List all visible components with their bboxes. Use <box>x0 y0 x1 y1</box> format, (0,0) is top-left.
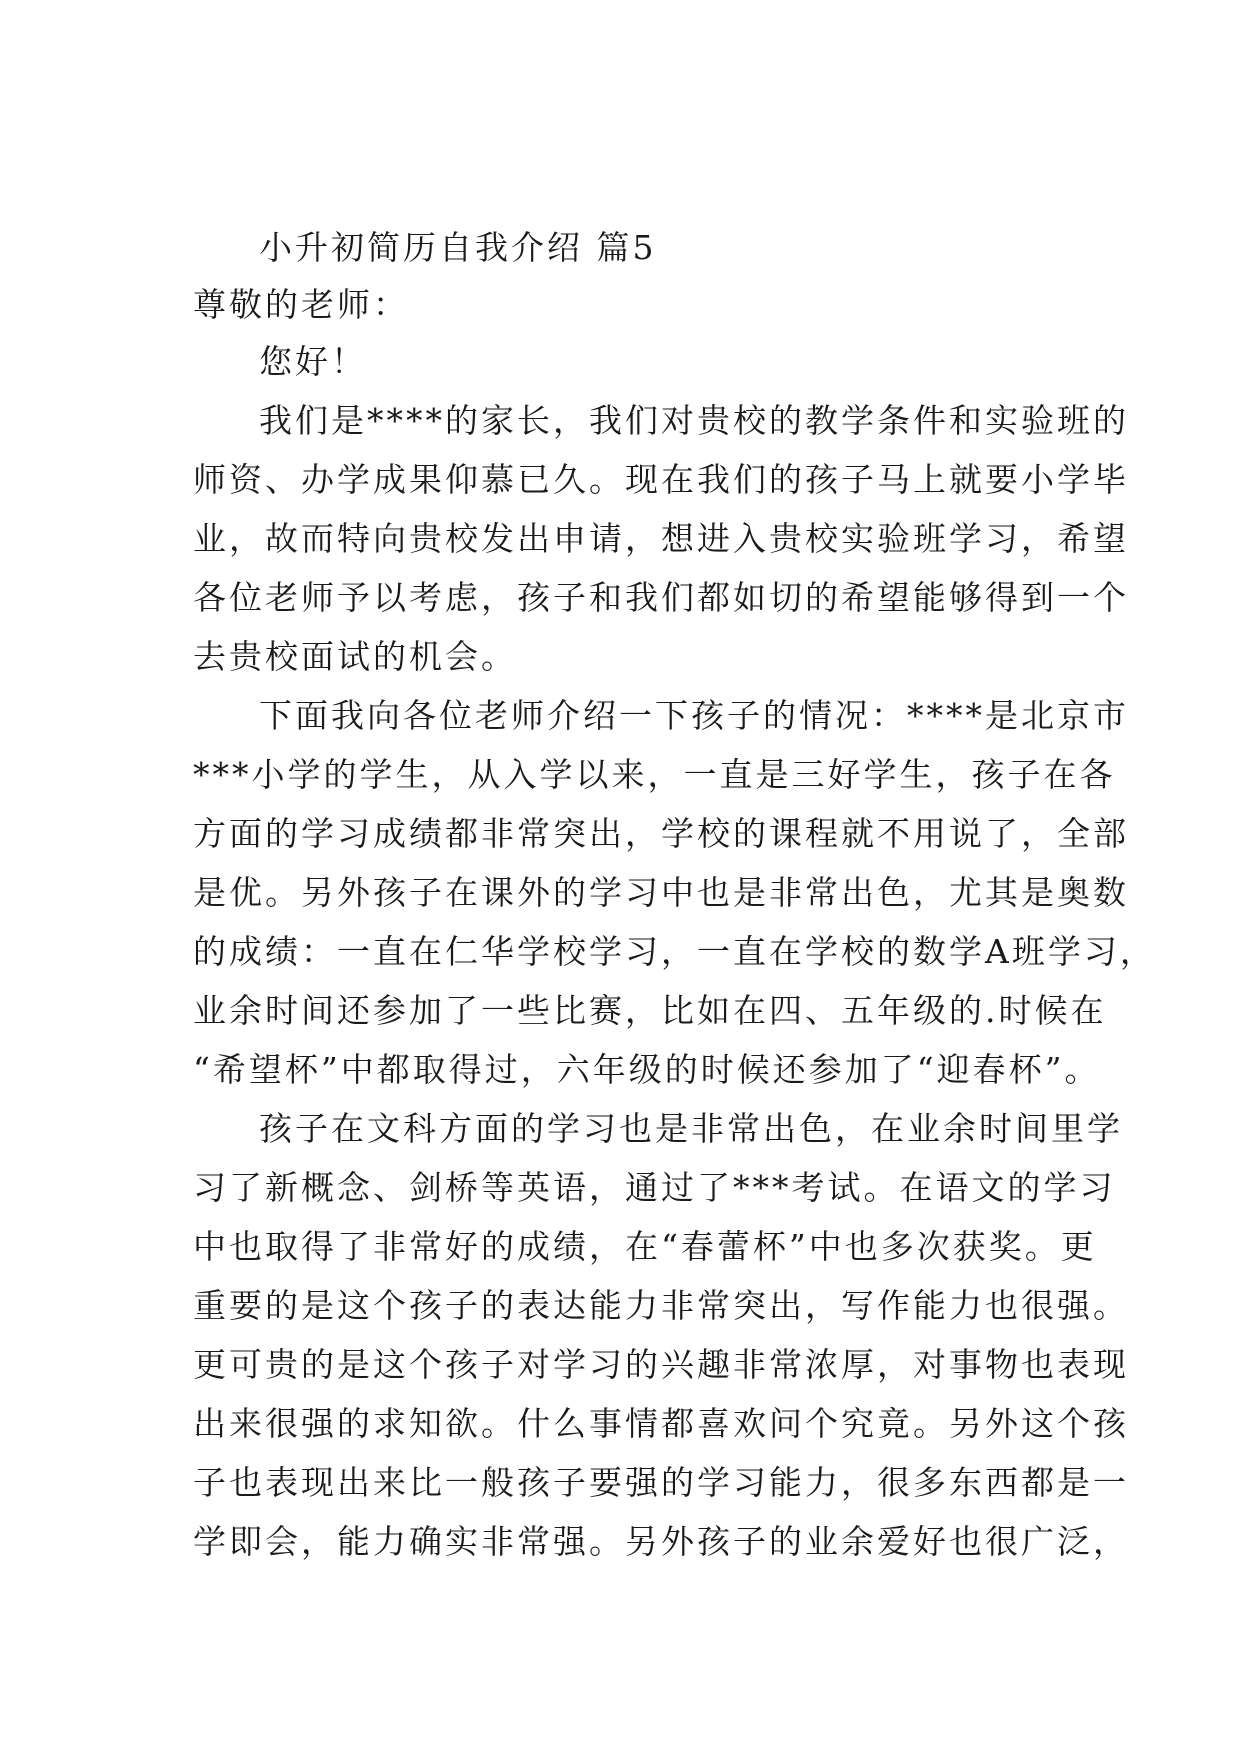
body-line: 子也表现出来比一般孩子要强的学习能力，很多东西都是一 <box>193 1463 1129 1502</box>
body-line: 去贵校面试的机会。 <box>193 637 517 676</box>
body-line: “希望杯”中都取得过，六年级的时候还参加了“迎春杯”。 <box>193 1050 1101 1089</box>
body-line: 各位老师予以考虑，孩子和我们都如切的希望能够得到一个 <box>193 578 1129 617</box>
body-line: 更可贵的是这个孩子对学习的兴趣非常浓厚，对事物也表现 <box>193 1345 1129 1384</box>
body-line: 下面我向各位老师介绍一下孩子的情况：****是北京市 <box>259 696 1129 735</box>
body-line: ***小学的学生，从入学以来，一直是三好学生，孩子在各 <box>193 755 1116 794</box>
body-line: 孩子在文科方面的学习也是非常出色，在业余时间里学 <box>259 1109 1123 1148</box>
body-line: 的成绩：一直在仁华学校学习，一直在学校的数学A班学习， <box>193 932 1156 971</box>
body-line: 重要的是这个孩子的表达能力非常突出，写作能力也很强。 <box>193 1286 1129 1325</box>
body-line: 业余时间还参加了一些比赛，比如在四、五年级的.时候在 <box>193 991 1107 1030</box>
body-line: 业，故而特向贵校发出申请，想进入贵校实验班学习，希望 <box>193 519 1129 558</box>
salutation: 尊敬的老师： <box>193 285 409 324</box>
body-line: 中也取得了非常好的成绩，在“春蕾杯”中也多次获奖。更 <box>193 1227 1097 1266</box>
body-line: 方面的学习成绩都非常突出，学校的课程就不用说了，全部 <box>193 814 1129 853</box>
document-title: 小升初简历自我介绍 篇5 <box>259 228 657 267</box>
body-line: 师资、办学成果仰慕已久。现在我们的孩子马上就要小学毕 <box>193 460 1129 499</box>
body-line: 学即会，能力确实非常强。另外孩子的业余爱好也很广泛， <box>193 1522 1129 1561</box>
body-line: 习了新概念、剑桥等英语，通过了***考试。在语文的学习 <box>193 1168 1116 1207</box>
body-line: 是优。另外孩子在课外的学习中也是非常出色，尤其是奥数 <box>193 873 1129 912</box>
greeting: 您好！ <box>259 342 367 381</box>
body-line: 我们是****的家长，我们对贵校的教学条件和实验班的 <box>259 401 1129 440</box>
body-line: 出来很强的求知欲。什么事情都喜欢问个究竟。另外这个孩 <box>193 1404 1129 1443</box>
